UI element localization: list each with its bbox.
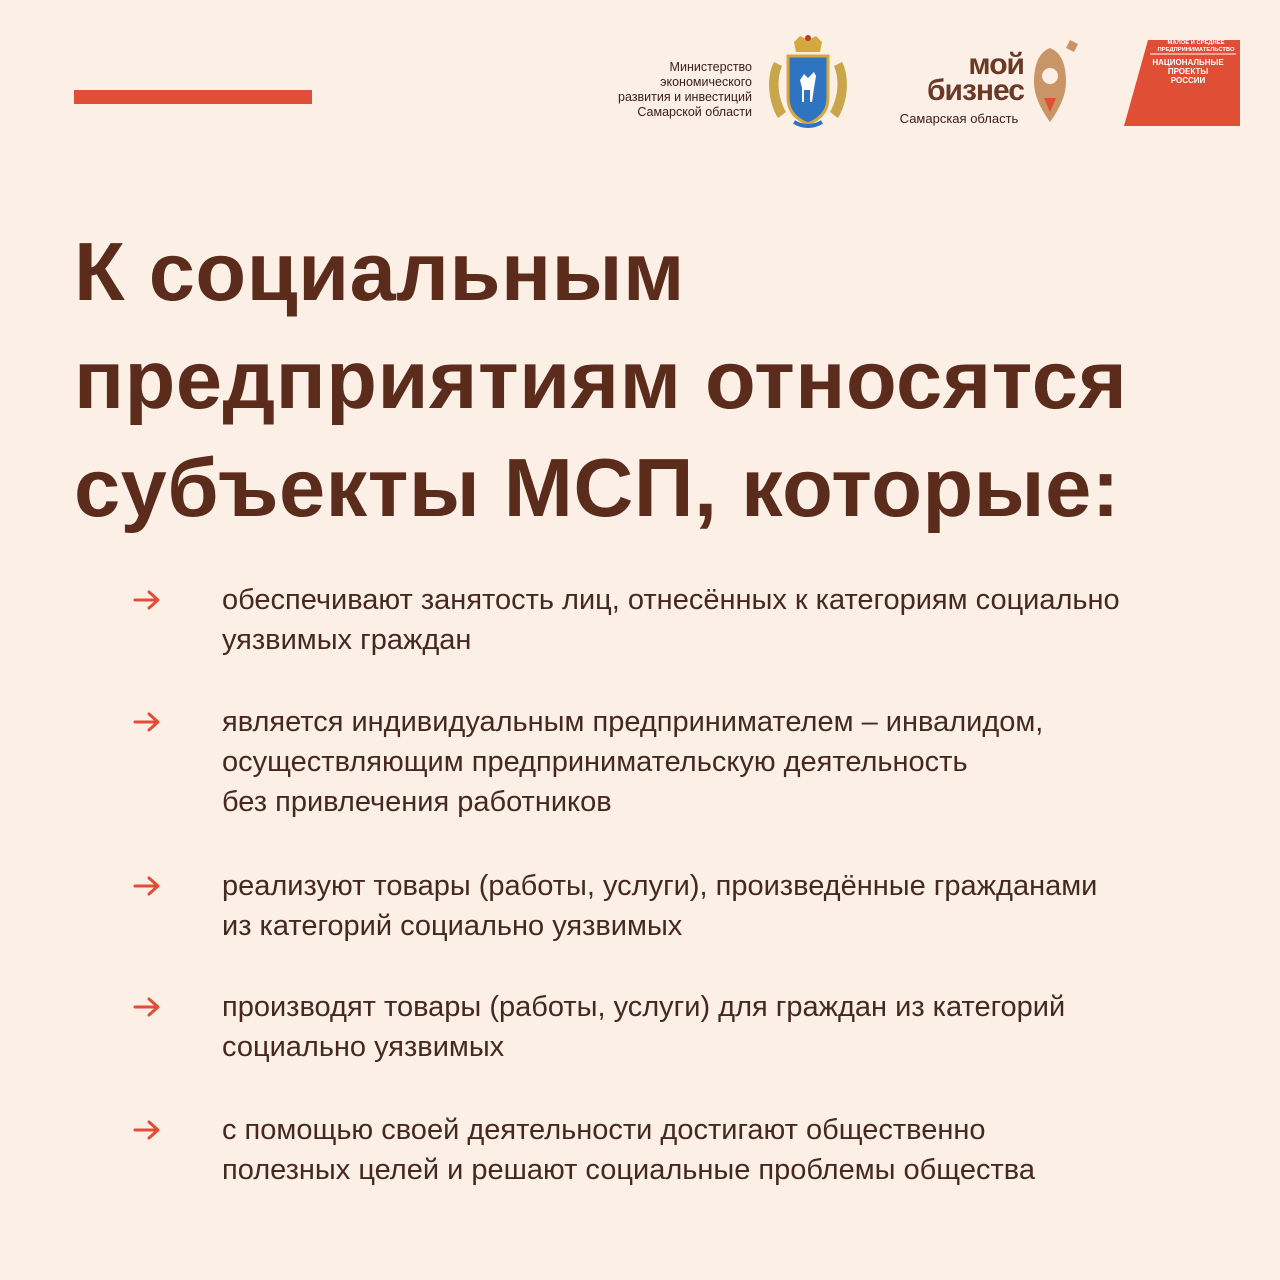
page-title [74, 218, 1254, 542]
list-item-text [222, 866, 1222, 946]
list-item-line: производят товары (работы, услуги) для граждан из категорий [222, 991, 1066, 1023]
moi-biznes-line2: бизнес [927, 74, 1024, 107]
np-small-text [1150, 40, 1242, 54]
np-big-line: НАЦИОНАЛЬНЫЕ [1152, 58, 1224, 67]
ministry-line: Самарской области [637, 105, 752, 119]
list-item-text [222, 987, 1222, 1067]
list-item-text [222, 580, 1222, 660]
list-item-line: является индивидуальным предпринимателем – инвалидом, [222, 706, 1044, 738]
np-big-text [1152, 58, 1224, 85]
np-small-line: ПРЕДПРИНИМАТЕЛЬСТВО [1157, 47, 1235, 53]
moi-biznes-line1: мой [968, 48, 1024, 81]
page-title-line: предприятиям относятся [74, 333, 1128, 426]
list-item-line: обеспечивают занятость лиц, отнесённых к категориям социально [222, 584, 1120, 616]
arrow-right-icon [133, 590, 161, 610]
page-title-line: К социальным [74, 225, 685, 318]
arrow-right-icon [133, 1120, 161, 1140]
ministry-name [600, 60, 752, 120]
moi-biznes-region: Самарская область [899, 111, 1019, 126]
list-item-text [222, 1110, 1222, 1190]
ministry-line: экономического [660, 75, 752, 89]
arrow-right-icon [133, 712, 161, 732]
ministry-line: развития и инвестиций [618, 90, 752, 104]
list-item-line: социально уязвимых [222, 1031, 505, 1063]
samara-coat-of-arms-icon [764, 32, 852, 132]
list-item-line: из категорий социально уязвимых [222, 910, 683, 942]
np-big-line: ПРОЕКТЫ [1167, 67, 1209, 76]
arrow-right-icon [133, 997, 161, 1017]
list-item-line: уязвимых граждан [222, 624, 472, 656]
accent-bar [74, 90, 312, 104]
np-big-line: РОССИИ [1170, 76, 1206, 85]
list-item-line: без привлечения работников [222, 786, 612, 818]
page-title-line: субъекты МСП, которые: [74, 441, 1120, 534]
ministry-line: Министерство [669, 60, 752, 74]
list-item-line: с помощью своей деятельности достигают общественно [222, 1114, 986, 1146]
arrow-right-icon [133, 876, 161, 896]
moi-biznes-rocket-icon [1030, 36, 1086, 126]
np-small-line: МАЛОЕ И СРЕДНЕЕ [1167, 40, 1225, 46]
list-item-line: полезных целей и решают социальные проблемы общества [222, 1154, 1035, 1186]
list-item-text [222, 702, 1222, 822]
list-item-line: реализуют товары (работы, услуги), произведённые гражданами [222, 870, 1098, 902]
list-item-line: осуществляющим предпринимательскую деятельность [222, 746, 968, 778]
moi-biznes-logo-text [892, 48, 1024, 107]
